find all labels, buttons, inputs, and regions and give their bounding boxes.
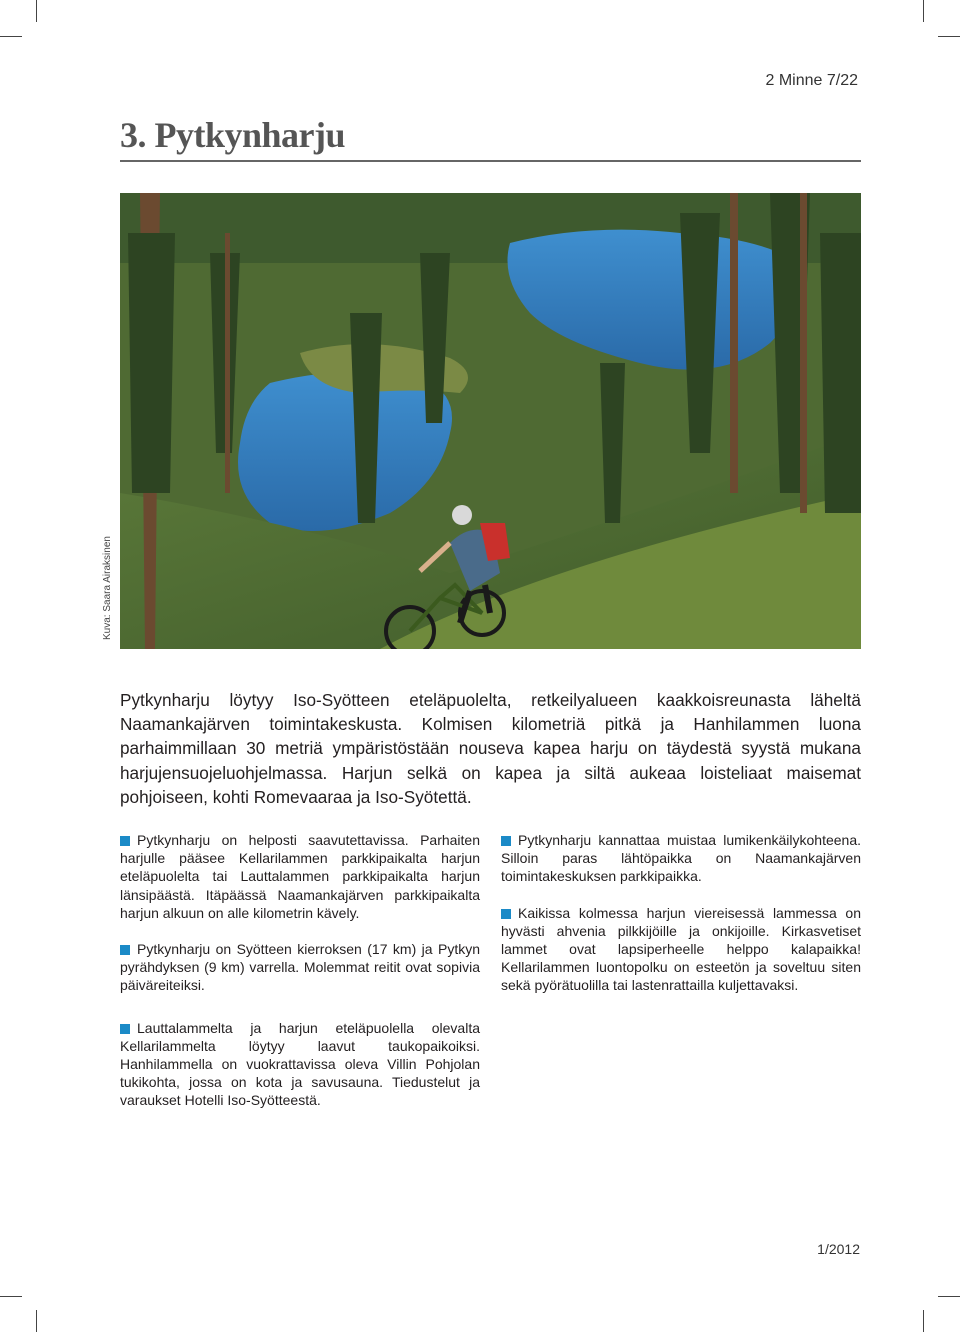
paragraph-text: Molemmat reitit ovat sopivia päiväreiteiksi. [120, 959, 480, 994]
left-column [120, 831, 480, 1128]
crop-mark [938, 1296, 960, 1297]
paragraph-lead: Pytkynharju kannattaa muistaa lumikenkäilykohteena. [518, 832, 861, 848]
landscape-photo [120, 193, 861, 649]
info-paragraph [120, 940, 480, 995]
square-bullet-icon [120, 1024, 130, 1034]
paragraph-lead: Pytkynharju on helposti saavutettavissa. [137, 832, 409, 848]
paragraph-text: Hanhilammella on vuokrattavissa oleva Villin Pohjolan tukikohta, jossa on kota ja savusauna. Tiedustelut ja varaukset Hotelli Iso-Syötteestä. [120, 1056, 480, 1109]
square-bullet-icon [501, 909, 511, 919]
paragraph-lead: Pytkynharju on Syötteen kierroksen (17 km) ja Pytkyn pyrähdyksen (9 km) varrella. [120, 941, 480, 976]
square-bullet-icon [120, 836, 130, 846]
crop-mark [0, 1296, 22, 1297]
info-paragraph [120, 1019, 480, 1110]
info-paragraph [501, 904, 861, 995]
page-header: 2 Minne 7/22 [765, 72, 858, 89]
paragraph-lead: Kaikissa kolmessa harjun viereisessä lammessa on hyvästi ahvenia pilkkijöille ja onkijoille. [501, 904, 861, 939]
intro-paragraph: Pytkynharju löytyy Iso-Syötteen eteläpuolelta, retkeilyalueen kaakkoisreunasta läheltä Naamankajärven toimintakeskusta. Kolmisen kilometriä pitkä ja Hanhilammen luona parhaimmillaan 30 metriä ympäristöstään nouseva kapea harju on täydestä syystä mukana harjujensuojeluohjelmassa. Harjun selkä on kapea ja siltä aukeaa loisteliaat maisemat pohjoiseen, kohti Romevaaraa ja Iso-Syötettä. [120, 690, 861, 807]
crop-mark [36, 0, 37, 22]
square-bullet-icon [501, 836, 511, 846]
paragraph-lead: Lauttalammelta ja harjun eteläpuolella olevalta Kellarilammelta löytyy laavut taukopaikoiksi. [120, 1019, 480, 1054]
photo-credit: Kuva: Saara Airaksinen [102, 536, 113, 640]
paragraph-text: Kirkasvetiset lammet ovat lapsiperheelle helppo kalapaikka! Kellarilammen luontopolku on esteetön ja soveltuu siten sekä pyörätuolilla tai lastenrattailla kuljettavaksi. [501, 922, 862, 994]
title-divider [120, 160, 861, 162]
info-paragraph [501, 831, 861, 886]
info-paragraph [120, 831, 480, 922]
crop-mark [36, 1310, 37, 1332]
crop-mark [0, 36, 22, 37]
square-bullet-icon [120, 945, 130, 955]
issue-number: 1/2012 [817, 1241, 860, 1257]
paragraph-text: Silloin paras lähtöpaikka on Naamankajärven toimintakeskuksen parkkipaikka. [501, 850, 861, 885]
crop-mark [938, 36, 960, 37]
crop-mark [923, 0, 924, 22]
right-column [501, 831, 861, 1013]
crop-mark [923, 1310, 924, 1332]
page-title: 3. Pytkynharju [120, 115, 346, 155]
paragraph-text: Parhaiten harjulle pääsee Kellarilammen parkkipaikalta harjun eteläpuolelta tai Lauttalammen parkkipaikalta harjun länsipäästä. Itäpäässä Naamankajärven parkkipaikalta harjun alkuun on alle kilometrin kävely. [120, 832, 480, 921]
